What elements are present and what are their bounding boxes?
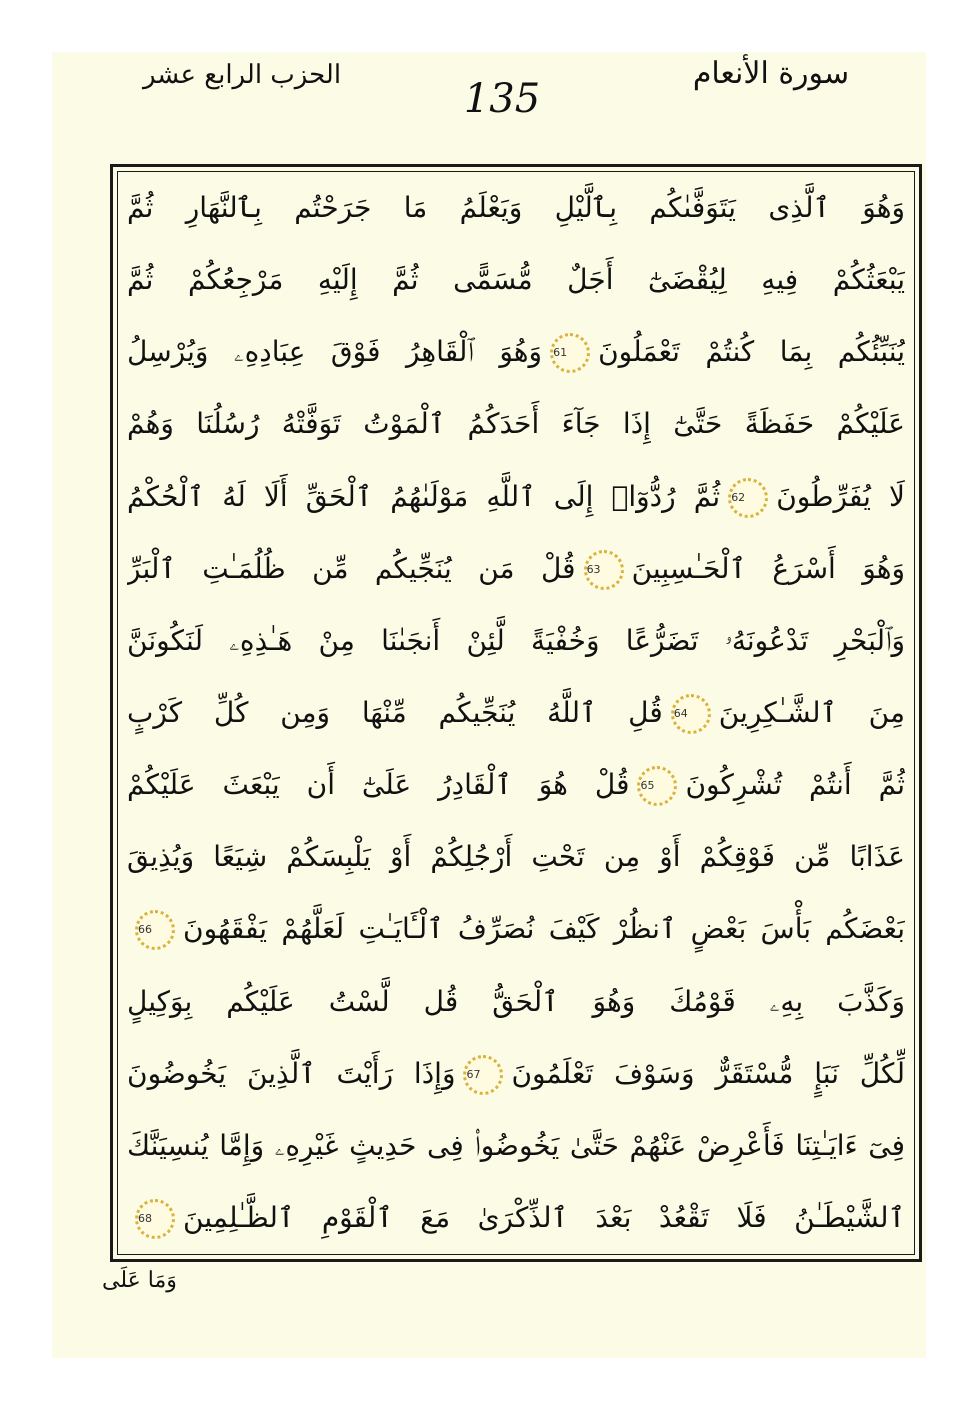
ayah-number-marker: 64 — [671, 694, 711, 734]
verse-text: ثُمَّ رُدُّوٓا۟ إِلَى ٱللَّهِ مَوْلَىٰهُمُ ٱلْحَقِّ أَلَا لَهُ ٱلْحُكْمُ — [127, 479, 721, 513]
surah-name: سورة الأنعام — [692, 56, 850, 91]
verse-line — [127, 538, 905, 600]
verse-text: قُلِ ٱللَّهُ يُنَجِّيكُم مِّنْهَا وَمِن كُلِّ كَرْبٍ — [127, 695, 663, 729]
verse-text: وَٱلْبَحْرِ تَدْعُونَهُۥ تَضَرُّعًا وَخُفْيَةً لَّئِنْ أَنجَىٰنَا مِنْ هَـٰذِهِۦ لَنَكُونَنَّ — [127, 623, 905, 657]
verse-text: وَكَذَّبَ بِهِۦ قَوْمُكَ وَهُوَ ٱلْحَقُّ قُل لَّسْتُ عَلَيْكُم بِوَكِيلٍ — [127, 984, 905, 1018]
verse-text: قُلْ هُوَ ٱلْقَادِرُ عَلَىٰٓ أَن يَبْعَثَ عَلَيْكُمْ — [127, 768, 630, 802]
verse-text: ٱلشَّيْطَـٰنُ فَلَا تَقْعُدْ بَعْدَ ٱلذِّكْرَىٰ مَعَ ٱلْقَوْمِ ٱلظَّـٰلِمِينَ — [183, 1200, 905, 1234]
verse-line — [127, 177, 905, 239]
verse-text: وَهُوَ ٱلَّذِى يَتَوَفَّىٰكُم بِٱلَّيْلِ وَيَعْلَمُ مَا جَرَحْتُم بِٱلنَّهَارِ ثُمَّ — [127, 191, 905, 224]
verse-line — [127, 321, 905, 383]
verse-line — [127, 1115, 905, 1177]
verse-line — [127, 610, 905, 672]
verse-text: وَهُوَ ٱلْقَاهِرُ فَوْقَ عِبَادِهِۦ وَيُرْسِلُ — [127, 335, 543, 369]
ayah-number-marker: 68 — [135, 1199, 175, 1239]
verse-text: بَعْضَكُم بَأْسَ بَعْضٍ ٱنظُرْ كَيْفَ نُصَرِّفُ ٱلْـَٔايَـٰتِ لَعَلَّهُمْ يَفْقَهُونَ — [183, 912, 905, 946]
hizb-label: الحزب الرابع عشر — [142, 60, 342, 90]
text-frame — [110, 164, 922, 1262]
verse-line — [127, 1043, 905, 1105]
verse-line — [127, 393, 905, 455]
verse-line — [127, 682, 905, 744]
verse-line — [127, 1187, 905, 1249]
verse-line — [127, 826, 905, 888]
ayah-number-marker: 61 — [550, 333, 590, 373]
verse-lines — [127, 177, 905, 1249]
catchword: وَمَا عَلَى — [102, 1268, 177, 1293]
verse-text: عَلَيْكُمْ حَفَظَةً حَتَّىٰٓ إِذَا جَآءَ أَحَدَكُمُ ٱلْمَوْتُ تَوَفَّتْهُ رُسُلُنَا وَهُمْ — [127, 407, 905, 441]
ayah-number-marker: 65 — [637, 766, 677, 806]
ayah-number-marker: 62 — [728, 478, 768, 518]
ayah-number-marker: 67 — [463, 1055, 503, 1095]
verse-line — [127, 898, 905, 960]
verse-text: وَإِذَا رَأَيْتَ ٱلَّذِينَ يَخُوضُونَ — [127, 1056, 456, 1090]
verse-text: لَا يُفَرِّطُونَ — [776, 479, 905, 513]
verse-line — [127, 466, 905, 528]
ayah-number-marker: 66 — [135, 910, 175, 950]
page-number: 135 — [463, 76, 541, 122]
ayah-number-marker: 63 — [584, 550, 624, 590]
verse-text: مِنَ ٱلشَّـٰكِرِينَ — [718, 695, 905, 729]
verse-text: يَبْعَثُكُمْ فِيهِ لِيُقْضَىٰٓ أَجَلٌ مُّسَمًّى ثُمَّ إِلَيْهِ مَرْجِعُكُمْ ثُمَّ — [127, 263, 905, 297]
verse-text: يُنَبِّئُكُم بِمَا كُنتُمْ تَعْمَلُونَ — [598, 335, 905, 369]
mushaf-page — [52, 52, 926, 1358]
verse-text: وَهُوَ أَسْرَعُ ٱلْحَـٰسِبِينَ — [631, 551, 905, 585]
verse-text: عَذَابًا مِّن فَوْقِكُمْ أَوْ مِن تَحْتِ أَرْجُلِكُمْ أَوْ يَلْبِسَكُمْ شِيَعًا وَيُذِيقَ — [127, 840, 905, 874]
verse-line — [127, 249, 905, 311]
verse-line — [127, 754, 905, 816]
verse-text: لِّكُلِّ نَبَإٍ مُّسْتَقَرٌّ وَسَوْفَ تَعْلَمُونَ — [511, 1056, 905, 1090]
verse-text: قُلْ مَن يُنَجِّيكُم مِّن ظُلُمَـٰتِ ٱلْبَرِّ — [127, 551, 576, 585]
verse-text: ثُمَّ أَنتُمْ تُشْرِكُونَ — [685, 768, 905, 802]
verse-text: فِىٓ ءَايَـٰتِنَا فَأَعْرِضْ عَنْهُمْ حَتَّىٰ يَخُوضُوا۟ فِى حَدِيثٍ غَيْرِهِۦ وَإِمَّا يُنسِيَنَّكَ — [127, 1128, 905, 1162]
verse-line — [127, 971, 905, 1033]
